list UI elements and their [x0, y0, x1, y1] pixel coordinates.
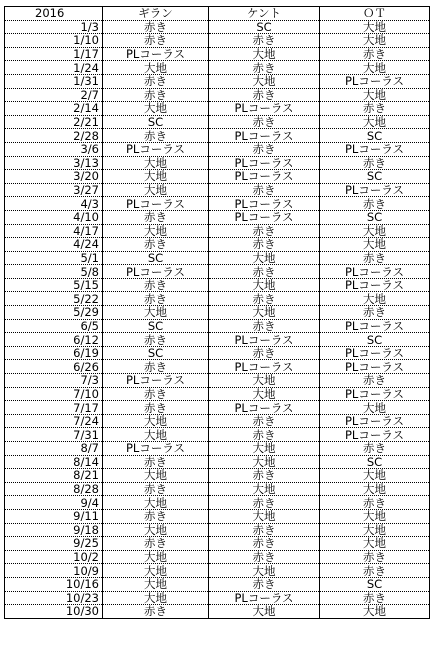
cell-kent[interactable]: PLコーラス — [209, 210, 320, 224]
table-row — [5, 47, 430, 61]
cell-ot[interactable]: PLコーラス — [320, 74, 430, 88]
cell-ot[interactable]: PLコーラス — [320, 319, 430, 333]
table-row — [5, 469, 430, 483]
cell-ot[interactable]: 赤き — [320, 591, 430, 605]
cell-ot[interactable]: 大地 — [320, 20, 430, 34]
table-row — [5, 550, 430, 564]
cell-giran[interactable]: SC — [103, 319, 209, 333]
cell-giran[interactable]: 大地 — [103, 496, 209, 510]
date-cell[interactable]: 1/10 — [5, 34, 103, 48]
column-header-ot[interactable]: ＯＴ — [320, 7, 430, 21]
cell-kent[interactable]: 赤き — [209, 34, 320, 48]
cell-kent[interactable]: 大地 — [209, 482, 320, 496]
cell-kent[interactable]: 大地 — [209, 74, 320, 88]
date-cell[interactable]: 7/17 — [5, 401, 103, 415]
cell-giran[interactable]: 赤き — [103, 401, 209, 415]
date-cell[interactable]: 4/24 — [5, 238, 103, 252]
cell-ot[interactable]: 大地 — [320, 509, 430, 523]
date-cell[interactable]: 6/26 — [5, 360, 103, 374]
column-header-giran[interactable]: ギラン — [103, 7, 209, 21]
cell-giran[interactable]: PLコーラス — [103, 265, 209, 279]
date-cell[interactable]: 8/14 — [5, 455, 103, 469]
cell-ot[interactable]: SC — [320, 333, 430, 347]
cell-kent[interactable]: 赤き — [209, 469, 320, 483]
cell-giran[interactable]: 大地 — [103, 591, 209, 605]
cell-kent[interactable]: 大地 — [209, 374, 320, 388]
cell-ot[interactable]: PLコーラス — [320, 183, 430, 197]
table-row — [5, 605, 430, 619]
cell-giran[interactable]: 赤き — [103, 455, 209, 469]
table-row — [5, 333, 430, 347]
cell-kent[interactable]: PLコーラス — [209, 129, 320, 143]
cell-kent[interactable]: 赤き — [209, 523, 320, 537]
cell-kent[interactable]: 赤き — [209, 224, 320, 238]
cell-ot[interactable]: 赤き — [320, 496, 430, 510]
cell-giran[interactable]: 大地 — [103, 414, 209, 428]
cell-ot[interactable]: PLコーラス — [320, 360, 430, 374]
cell-ot[interactable]: 大地 — [320, 292, 430, 306]
table-row — [5, 442, 430, 456]
schedule-table — [4, 6, 430, 619]
cell-giran[interactable]: 赤き — [103, 292, 209, 306]
date-cell[interactable]: 5/15 — [5, 278, 103, 292]
cell-giran[interactable]: 赤き — [103, 20, 209, 34]
date-cell[interactable]: 8/28 — [5, 482, 103, 496]
date-cell[interactable]: 2/21 — [5, 115, 103, 129]
cell-kent[interactable]: 大地 — [209, 455, 320, 469]
table-row — [5, 197, 430, 211]
cell-kent[interactable]: 赤き — [209, 319, 320, 333]
cell-kent[interactable]: 赤き — [209, 142, 320, 156]
cell-giran[interactable]: 大地 — [103, 469, 209, 483]
cell-kent[interactable]: 赤き — [209, 183, 320, 197]
cell-giran[interactable]: PLコーラス — [103, 197, 209, 211]
cell-kent[interactable]: PLコーラス — [209, 197, 320, 211]
cell-ot[interactable]: 大地 — [320, 469, 430, 483]
date-cell[interactable]: 9/11 — [5, 509, 103, 523]
cell-ot[interactable]: 大地 — [320, 61, 430, 75]
cell-kent[interactable]: 赤き — [209, 61, 320, 75]
table-row — [5, 34, 430, 48]
table-row — [5, 428, 430, 442]
cell-kent[interactable]: 赤き — [209, 550, 320, 564]
cell-ot[interactable]: 赤き — [320, 156, 430, 170]
date-cell[interactable]: 8/21 — [5, 469, 103, 483]
cell-kent[interactable]: 赤き — [209, 414, 320, 428]
cell-giran[interactable]: 赤き — [103, 509, 209, 523]
cell-giran[interactable]: 赤き — [103, 360, 209, 374]
table-row — [5, 224, 430, 238]
date-cell[interactable]: 6/5 — [5, 319, 103, 333]
cell-kent[interactable]: 赤き — [209, 238, 320, 252]
date-cell[interactable]: 3/6 — [5, 142, 103, 156]
cell-ot[interactable]: PLコーラス — [320, 346, 430, 360]
cell-ot[interactable]: 赤き — [320, 251, 430, 265]
cell-ot[interactable]: 大地 — [320, 238, 430, 252]
date-cell[interactable]: 5/8 — [5, 265, 103, 279]
cell-ot[interactable]: 大地 — [320, 482, 430, 496]
date-cell[interactable]: 7/24 — [5, 414, 103, 428]
date-cell[interactable]: 6/12 — [5, 333, 103, 347]
cell-ot[interactable]: 赤き — [320, 102, 430, 116]
table-row — [5, 577, 430, 591]
cell-giran[interactable]: 大地 — [103, 170, 209, 184]
cell-ot[interactable]: 大地 — [320, 34, 430, 48]
date-cell[interactable]: 5/1 — [5, 251, 103, 265]
cell-giran[interactable]: 赤き — [103, 605, 209, 619]
cell-ot[interactable]: 赤き — [320, 306, 430, 320]
cell-kent[interactable]: 赤き — [209, 265, 320, 279]
date-cell[interactable]: 10/2 — [5, 550, 103, 564]
cell-giran[interactable]: SC — [103, 115, 209, 129]
cell-kent[interactable]: PLコーラス — [209, 170, 320, 184]
cell-ot[interactable]: SC — [320, 170, 430, 184]
cell-giran[interactable]: 赤き — [103, 238, 209, 252]
table-row — [5, 482, 430, 496]
table-row — [5, 387, 430, 401]
table-row — [5, 129, 430, 143]
table-row — [5, 170, 430, 184]
cell-ot[interactable]: PLコーラス — [320, 414, 430, 428]
cell-kent[interactable]: PLコーラス — [209, 591, 320, 605]
cell-kent[interactable]: 大地 — [209, 605, 320, 619]
cell-kent[interactable]: 赤き — [209, 537, 320, 551]
date-cell[interactable]: 1/31 — [5, 74, 103, 88]
date-cell[interactable]: 3/20 — [5, 170, 103, 184]
table-row — [5, 401, 430, 415]
cell-kent[interactable]: 大地 — [209, 387, 320, 401]
table-row — [5, 61, 430, 75]
year-header[interactable]: 2016 — [5, 7, 103, 21]
cell-giran[interactable]: 大地 — [103, 577, 209, 591]
cell-giran[interactable]: 赤き — [103, 333, 209, 347]
table-row — [5, 346, 430, 360]
cell-ot[interactable]: 赤き — [320, 374, 430, 388]
date-cell[interactable]: 7/10 — [5, 387, 103, 401]
table-row — [5, 564, 430, 578]
table-row — [5, 414, 430, 428]
cell-ot[interactable]: SC — [320, 577, 430, 591]
cell-kent[interactable]: PLコーラス — [209, 333, 320, 347]
date-cell[interactable]: 1/24 — [5, 61, 103, 75]
cell-kent[interactable]: PLコーラス — [209, 360, 320, 374]
date-cell[interactable]: 9/18 — [5, 523, 103, 537]
cell-ot[interactable]: 大地 — [320, 523, 430, 537]
date-cell[interactable]: 6/19 — [5, 346, 103, 360]
table-row — [5, 251, 430, 265]
cell-kent[interactable]: 大地 — [209, 442, 320, 456]
table-row — [5, 210, 430, 224]
table-row — [5, 509, 430, 523]
table-row — [5, 523, 430, 537]
date-cell[interactable]: 1/17 — [5, 47, 103, 61]
date-cell[interactable]: 2/14 — [5, 102, 103, 116]
cell-kent[interactable]: SC — [209, 20, 320, 34]
cell-ot[interactable]: SC — [320, 210, 430, 224]
cell-giran[interactable]: PLコーラス — [103, 442, 209, 456]
cell-kent[interactable]: 赤き — [209, 428, 320, 442]
date-cell[interactable]: 5/22 — [5, 292, 103, 306]
table-row — [5, 20, 430, 34]
table-row — [5, 115, 430, 129]
cell-ot[interactable]: 赤き — [320, 197, 430, 211]
table-row — [5, 591, 430, 605]
cell-ot[interactable]: SC — [320, 455, 430, 469]
cell-ot[interactable]: PLコーラス — [320, 142, 430, 156]
cell-ot[interactable]: PLコーラス — [320, 278, 430, 292]
cell-giran[interactable]: 赤き — [103, 34, 209, 48]
cell-giran[interactable]: 赤き — [103, 387, 209, 401]
date-cell[interactable]: 9/4 — [5, 496, 103, 510]
cell-kent[interactable]: 赤き — [209, 88, 320, 102]
cell-giran[interactable]: 赤き — [103, 210, 209, 224]
cell-giran[interactable]: 赤き — [103, 129, 209, 143]
date-cell[interactable]: 7/3 — [5, 374, 103, 388]
table-row — [5, 360, 430, 374]
date-cell[interactable]: 2/28 — [5, 129, 103, 143]
cell-giran[interactable]: 大地 — [103, 523, 209, 537]
cell-ot[interactable]: 赤き — [320, 550, 430, 564]
date-cell[interactable]: 10/9 — [5, 564, 103, 578]
cell-giran[interactable]: 大地 — [103, 156, 209, 170]
date-cell[interactable]: 2/7 — [5, 88, 103, 102]
cell-giran[interactable]: 赤き — [103, 482, 209, 496]
cell-giran[interactable]: 大地 — [103, 306, 209, 320]
cell-giran[interactable]: SC — [103, 251, 209, 265]
table-row — [5, 374, 430, 388]
cell-ot[interactable]: 赤き — [320, 442, 430, 456]
cell-ot[interactable]: PLコーラス — [320, 265, 430, 279]
table-row — [5, 238, 430, 252]
cell-giran[interactable]: 赤き — [103, 537, 209, 551]
cell-giran[interactable]: PLコーラス — [103, 374, 209, 388]
table-row — [5, 455, 430, 469]
header-row — [5, 7, 430, 21]
table-row — [5, 278, 430, 292]
table-row — [5, 292, 430, 306]
column-header-kent[interactable]: ケント — [209, 7, 320, 21]
cell-kent[interactable]: 大地 — [209, 306, 320, 320]
cell-giran[interactable]: 赤き — [103, 74, 209, 88]
date-cell[interactable]: 8/7 — [5, 442, 103, 456]
cell-giran[interactable]: SC — [103, 346, 209, 360]
cell-ot[interactable]: SC — [320, 129, 430, 143]
cell-giran[interactable]: 大地 — [103, 61, 209, 75]
cell-ot[interactable]: PLコーラス — [320, 428, 430, 442]
cell-ot[interactable]: 大地 — [320, 224, 430, 238]
cell-giran[interactable]: 大地 — [103, 102, 209, 116]
table-row — [5, 319, 430, 333]
table-row — [5, 183, 430, 197]
table-row — [5, 496, 430, 510]
date-cell[interactable]: 9/25 — [5, 537, 103, 551]
cell-giran[interactable]: 大地 — [103, 183, 209, 197]
table-row — [5, 102, 430, 116]
cell-kent[interactable]: 大地 — [209, 564, 320, 578]
cell-giran[interactable]: 赤き — [103, 88, 209, 102]
cell-ot[interactable]: PLコーラス — [320, 387, 430, 401]
cell-giran[interactable]: PLコーラス — [103, 142, 209, 156]
date-cell[interactable]: 7/31 — [5, 428, 103, 442]
date-cell[interactable]: 3/13 — [5, 156, 103, 170]
table-row — [5, 88, 430, 102]
cell-ot[interactable]: 赤き — [320, 564, 430, 578]
cell-giran[interactable]: 大地 — [103, 224, 209, 238]
cell-kent[interactable]: 赤き — [209, 496, 320, 510]
cell-kent[interactable]: PLコーラス — [209, 401, 320, 415]
cell-kent[interactable]: 赤き — [209, 577, 320, 591]
schedule-table-body — [5, 7, 430, 619]
date-cell[interactable]: 10/16 — [5, 577, 103, 591]
cell-giran[interactable]: 大地 — [103, 550, 209, 564]
cell-giran[interactable]: 大地 — [103, 428, 209, 442]
cell-kent[interactable]: 赤き — [209, 346, 320, 360]
table-row — [5, 156, 430, 170]
cell-kent[interactable]: PLコーラス — [209, 156, 320, 170]
table-row — [5, 537, 430, 551]
date-cell[interactable]: 4/10 — [5, 210, 103, 224]
cell-giran[interactable]: 赤き — [103, 278, 209, 292]
cell-kent[interactable]: 赤き — [209, 292, 320, 306]
date-cell[interactable]: 10/23 — [5, 591, 103, 605]
date-cell[interactable]: 5/29 — [5, 306, 103, 320]
cell-ot[interactable]: 大地 — [320, 537, 430, 551]
date-cell[interactable]: 10/30 — [5, 605, 103, 619]
table-row — [5, 142, 430, 156]
cell-kent[interactable]: 赤き — [209, 115, 320, 129]
cell-ot[interactable]: 大地 — [320, 115, 430, 129]
date-cell[interactable]: 3/27 — [5, 183, 103, 197]
table-row — [5, 306, 430, 320]
table-row — [5, 265, 430, 279]
cell-ot[interactable]: 大地 — [320, 605, 430, 619]
date-cell[interactable]: 4/3 — [5, 197, 103, 211]
cell-kent[interactable]: 大地 — [209, 509, 320, 523]
cell-ot[interactable]: 大地 — [320, 401, 430, 415]
cell-kent[interactable]: PLコーラス — [209, 102, 320, 116]
date-cell[interactable]: 4/17 — [5, 224, 103, 238]
cell-kent[interactable]: 大地 — [209, 47, 320, 61]
cell-giran[interactable]: PLコーラス — [103, 47, 209, 61]
cell-kent[interactable]: 大地 — [209, 251, 320, 265]
table-row — [5, 74, 430, 88]
cell-giran[interactable]: 大地 — [103, 564, 209, 578]
cell-ot[interactable]: 赤き — [320, 47, 430, 61]
date-cell[interactable]: 1/3 — [5, 20, 103, 34]
cell-ot[interactable]: 大地 — [320, 88, 430, 102]
cell-kent[interactable]: 大地 — [209, 278, 320, 292]
